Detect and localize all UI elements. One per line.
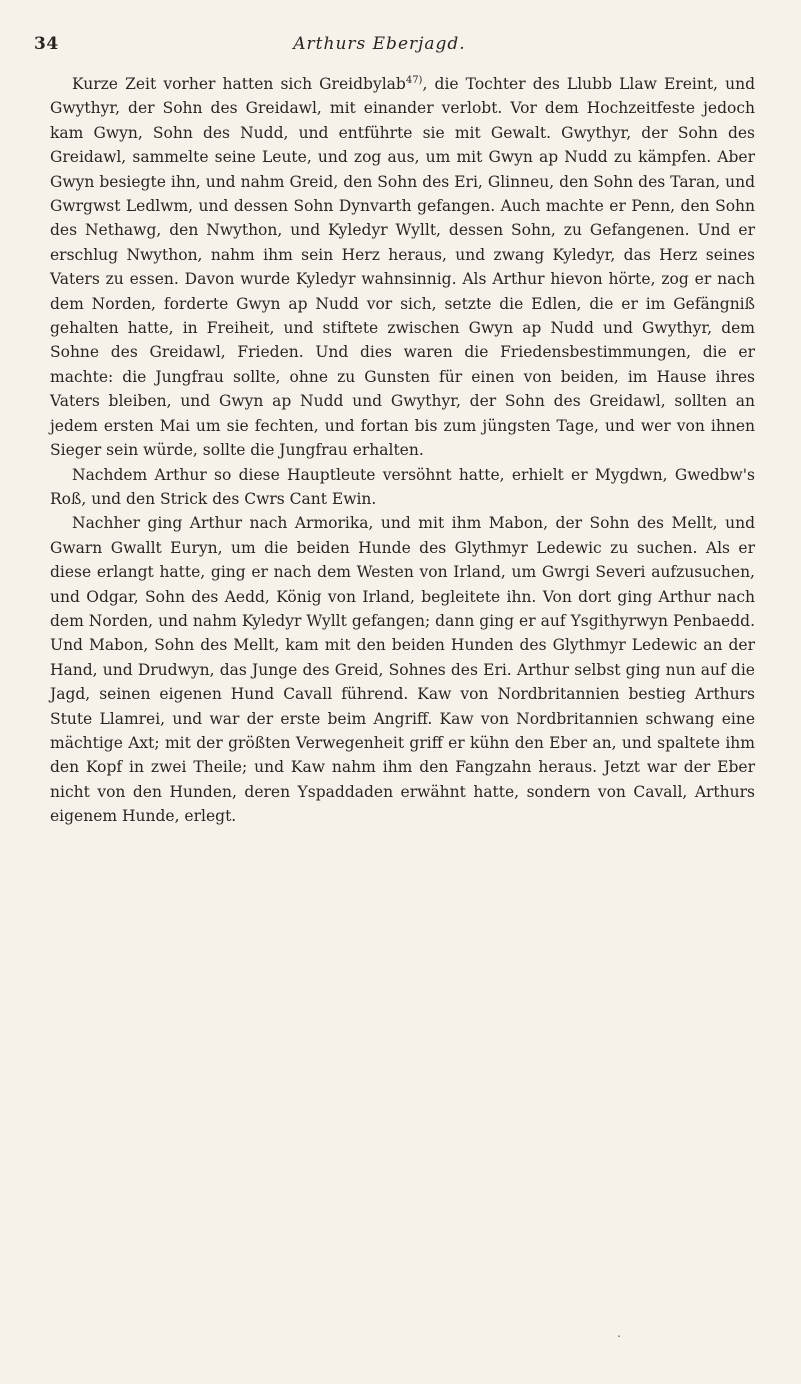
running-head [34, 34, 725, 60]
body-text [50, 72, 755, 829]
page-mark: . [617, 1326, 621, 1340]
paragraph-1 [50, 72, 755, 463]
running-title: Arthurs Eberjagd. [293, 34, 466, 54]
footnote-reference[interactable]: 47) [405, 74, 423, 86]
page-number: 34 [34, 34, 59, 54]
paragraph-2: Nachdem Arthur so diese Hauptleute versöhnt hatte, erhielt er Mygdwn, Gwedbw's Roß, und den Strick des Cwrs Cant Ewin. [50, 465, 755, 508]
paragraph-1-start: Kurze Zeit vorher hatten sich Greidbylab [72, 75, 406, 93]
paragraph-3: Nachher ging Arthur nach Armorika, und mit ihm Mabon, der Sohn des Mellt, und Gwarn Gwallt Euryn, um die beiden Hunde des Glythmyr Ledewic zu suchen. Als er diese erlangt hatte, ging er nach dem Westen von Irland, um Gwrgi Severi aufzusuchen, und Odgar, Sohn des Aedd, König von Irland, begleitete ihn. Von dort ging Arthur nach dem Norden, und nahm Kyledyr Wyllt gefangen; dann ging er auf Ysgithyrwyn Penbaedd. Und Mabon, Sohn des Mellt, kam mit den beiden Hunden des Glythmyr Ledewic an der Hand, und Drudwyn, das Junge des Greid, Sohnes des Eri. Arthur selbst ging nun auf die Jagd, seinen eigenen Hund Cavall führend. Kaw von Nordbritannien bestieg Arthurs Stute Llamrei, und war der erste beim Angriff. Kaw von Nordbritannien schwang eine mächtige Axt; mit der größten Verwegenheit griff er kühn den Eber an, und spaltete ihm den Kopf in zwei Theile; und Kaw nahm ihm den Fangzahn heraus. Jetzt war der Eber nicht von den Hunden, deren Yspaddaden erwähnt hatte, sondern von Cavall, Arthurs eigenem Hunde, erlegt. [50, 514, 755, 826]
paragraph-1-rest: , die Tochter des Llubb Llaw Ereint, und Gwythyr, der Sohn des Greidawl, mit einander verlobt. Vor dem Hochzeitfeste jedoch kam Gwyn, Sohn des Nudd, und entführte sie mit Gewalt. Gwythyr, der Sohn des Greidawl, sammelte seine Leute, und zog aus, um mit Gwyn ap Nudd zu kämpfen. Aber Gwyn besiegte ihn, und nahm Greid, den Sohn des Eri, Glinneu, den Sohn des Taran, und Gwrgwst Ledlwm, und dessen Sohn Dynvarth gefangen. Auch machte er Penn, den Sohn des Nethawg, den Nwython, und Kyledyr Wyllt, dessen Sohn, zu Gefangenen. Und er erschlug Nwython, nahm ihm sein Herz heraus, und zwang Kyledyr, das Herz seines Vaters zu essen. Davon wurde Kyledyr wahnsinnig. Als Arthur hievon hörte, zog er nach dem Norden, forderte Gwyn ap Nudd vor sich, setzte die Edlen, die er im Gefängniß gehalten hatte, in Freiheit, und stiftete zwischen Gwyn ap Nudd und Gwythyr, dem Sohne des Greidawl, Frieden. Und dies waren die Friedensbestimmungen, die er machte: die Jungfrau sollte, ohne zu Gunsten für einen von beiden, im Hause ihres Vaters bleiben, und Gwyn ap Nudd und Gwythyr, der Sohn des Greidawl, sollten an jedem ersten Mai um sie fechten, und fortan bis zum jüngsten Tage, und wer von ihnen Sieger sein würde, sollte die Jungfrau erhalten. [50, 75, 755, 460]
